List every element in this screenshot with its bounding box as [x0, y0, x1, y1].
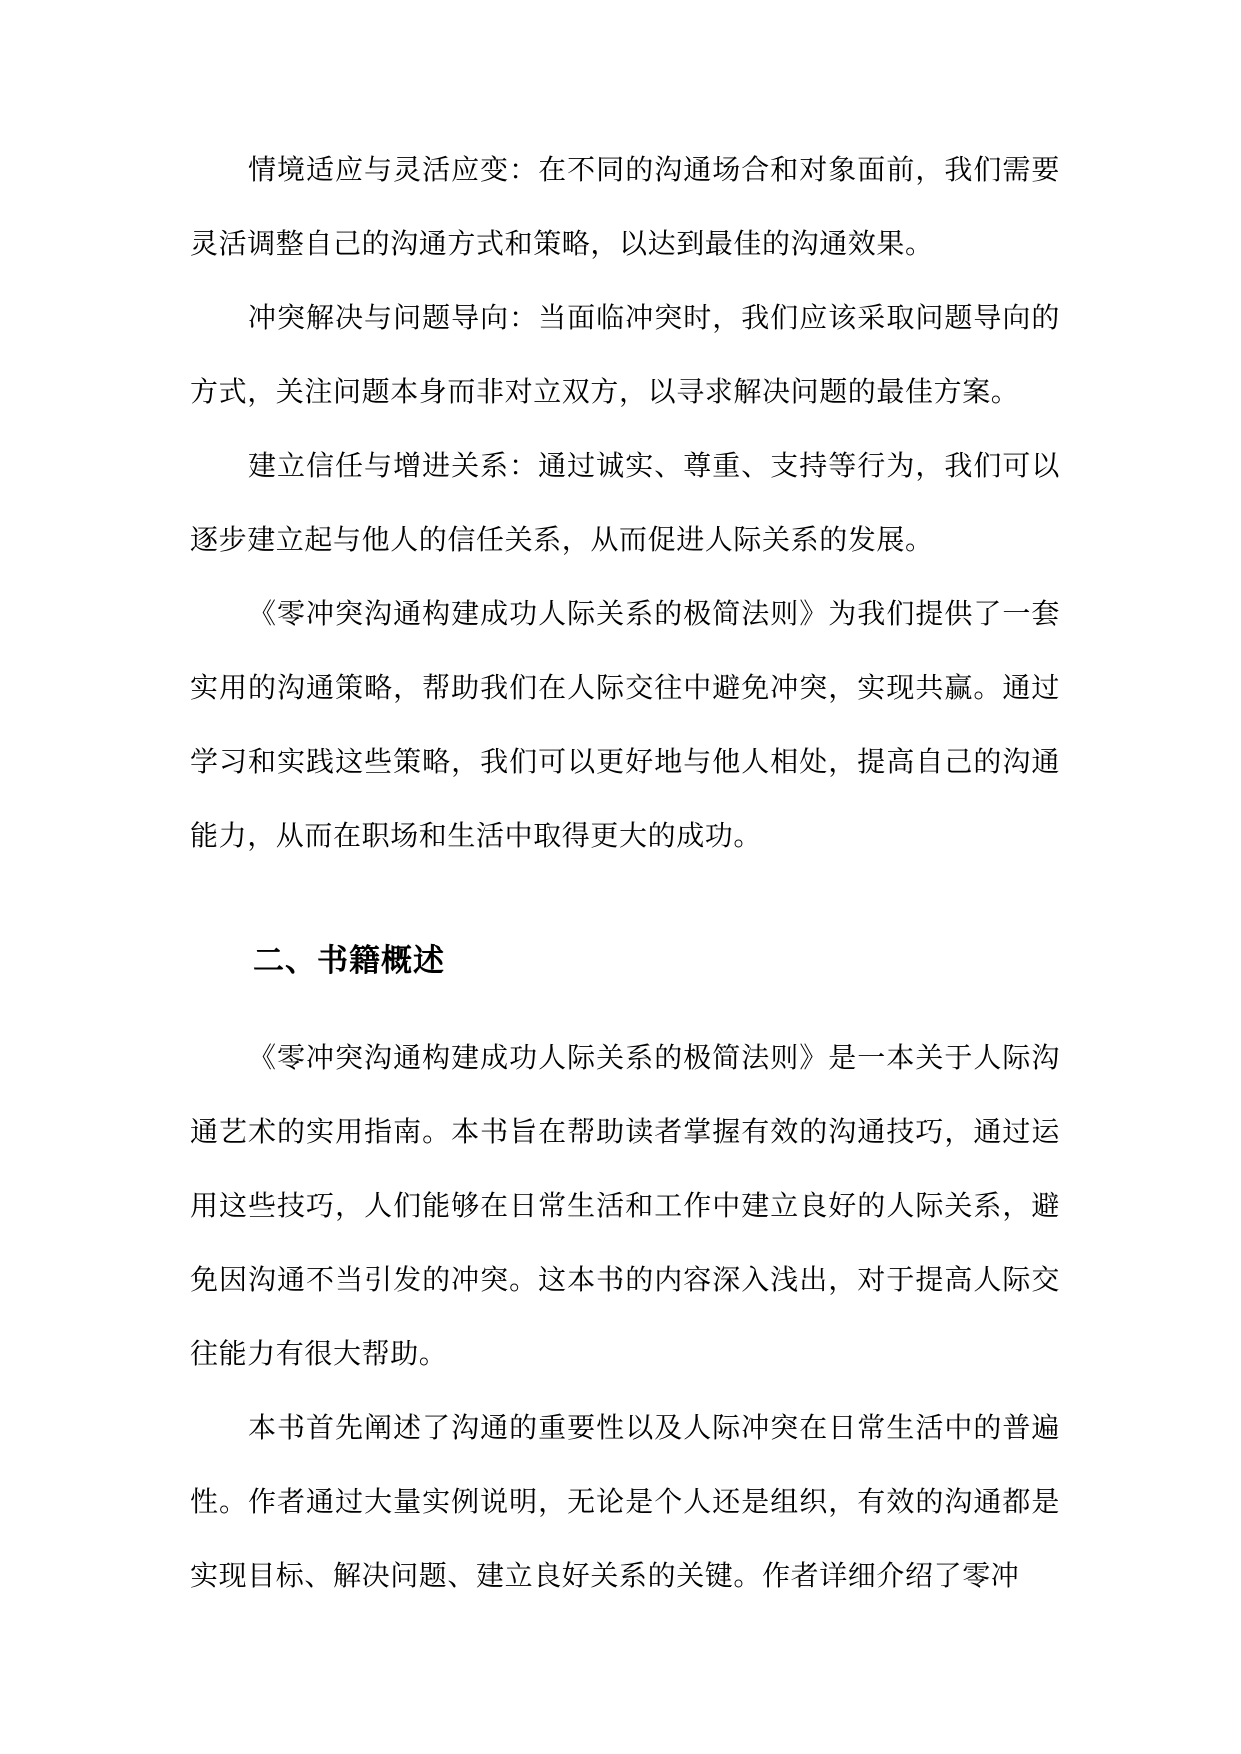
paragraph-book-intro: 本书首先阐述了沟通的重要性以及人际冲突在日常生活中的普遍性。作者通过大量实例说明，无论是个人还是组织，有效的沟通都是实现目标、解决问题、建立良好关系的关键。作者详细介绍了零冲 [190, 1411, 1060, 1592]
body-text-bottom [190, 1021, 1060, 1613]
paragraph-building-trust: 建立信任与增进关系：通过诚实、尊重、支持等行为，我们可以逐步建立起与他人的信任关系，从而促进人际关系的发展。 [190, 449, 1060, 556]
paragraph-conflict-resolution: 冲突解决与问题导向：当面临冲突时，我们应该采取问题导向的方式，关注问题本身而非对立双方，以寻求解决问题的最佳方案。 [190, 301, 1060, 408]
paragraph-book-summary: 《零冲突沟通构建成功人际关系的极简法则》为我们提供了一套实用的沟通策略，帮助我们在人际交往中避免冲突，实现共赢。通过学习和实践这些策略，我们可以更好地与他人相处，提高自己的沟通能力，从而在职场和生活中取得更大的成功。 [190, 597, 1060, 852]
body-text-top [190, 133, 1060, 873]
section-heading: 二、书籍概述 [253, 943, 445, 979]
paragraph-situational-adaptation: 情境适应与灵活应变：在不同的沟通场合和对象面前，我们需要灵活调整自己的沟通方式和策略，以达到最佳的沟通效果。 [190, 153, 1060, 260]
paragraph-book-overview: 《零冲突沟通构建成功人际关系的极简法则》是一本关于人际沟通艺术的实用指南。本书旨在帮助读者掌握有效的沟通技巧，通过运用这些技巧，人们能够在日常生活和工作中建立良好的人际关系，避免因沟通不当引发的冲突。这本书的内容深入浅出，对于提高人际交往能力有很大帮助。 [190, 1041, 1060, 1370]
